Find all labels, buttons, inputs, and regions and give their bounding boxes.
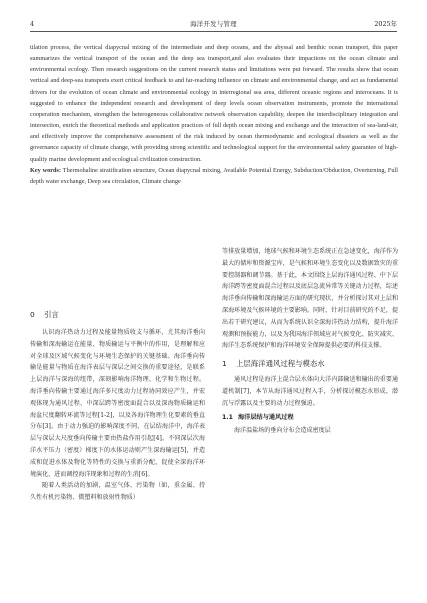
intro-paragraph: 认识海洋热动力过程及能量物质收支与循环，尤其海洋垂向传输和深海输运在能量、物质输运与平衡中的作用，是理解和应对全球及区域气候变化与环境生态保护的关键基础。海洋垂向传输是能量与物质在海洋表层与深层之间交换的重要途径，是联系上层海洋与深海的纽带，深刻影响海洋物理、化学和生物过程。海洋垂向传输主要通过海洋多尺度动力过程协同效应产生，并宏观体现为通风过程、中深层跨等密度面混合以及深海物质输运和海盆尺度翻转环流等过程[1-2]，以及各海洋物理生化要素的垂直分布[3]。由于动力强迫的影响深度不同，在层结海洋中，海洋表层与深层大尺度垂向传输主要由热盐作用引起[4]。不同深层次海洋水平压力（密度）梯度下的水体运动则产生深海输运[5]，并造成和促进水体及物化等特性的交换与重新分配，促使全深海洋环境演化，进而调控海洋现象和过程的生消[6]。: [30, 329, 205, 478]
running-header: [30, 18, 397, 32]
page-number: 4: [30, 20, 35, 28]
section-heading-introduction: [30, 307, 205, 323]
left-column: [30, 307, 205, 504]
subsection-title: 海洋层结与通风过程: [238, 413, 294, 421]
issue-year: 2025年: [374, 20, 397, 28]
right-column: [222, 246, 398, 436]
section-paragraph: 通风过程是海洋上混合层水体向大洋内部输送和输出的重要通道机制[7]，本节从海洋通风过程入手，分析探讨模态水形成、潜沉与浮露以及主要的动力过程强迫。: [222, 376, 398, 407]
english-abstract: [30, 42, 398, 187]
subsection-number: 1.1: [222, 413, 233, 421]
section-heading-upper-ocean: [222, 356, 398, 372]
keywords: [30, 165, 398, 187]
section-number: 0: [30, 310, 35, 319]
keywords-label: Key words:: [30, 166, 62, 174]
keywords-text: Thermohaline stratification structure, Ocean diapycnal mixing, Available Potential Energy, Subduction/Obduction, Overturning, Full depth water exchange, Deep sea circulation, Climate change: [30, 166, 398, 185]
intro-paragraph-continued: 等排放量增加，地球气候和环境生态系统正在急速变化，海洋作为最大的储库和资源宝库，是气候和环境生态变化以及数据致灾的重要控制器和调节器。基于此，本文围绕上层海洋通风过程、中下层海洋跨等密度面混合过程以及底层急流异常等关键动力过程，综述海洋垂向传输和深海输运方面的研究现状，并分析探讨其对上层和深海环境及气候环境的主要影响。同时，针对目前研究的不足，提出若干研究建议，从而为系统认识全深海洋热动力结构，提升海洋观测和预报能力，以及为我国海洋领域应对气候变化、防灾减灾、海洋生态系统保护和海洋环境安全保障提供必要的科技支撑。: [222, 248, 398, 350]
subsection-heading: [222, 411, 398, 425]
intro-paragraph: 随着人类活动的加剧，温室气体、污染物（如，重金属、持久性有机污染物、微塑料和放射性物质）: [30, 482, 205, 502]
section-paragraph: 海洋温盐场的垂向分布会造成密度层: [234, 426, 331, 434]
journal-title: 海洋开发与管理: [190, 20, 237, 28]
section-number: 1: [222, 359, 227, 369]
abstract-text: tilation process, the vertical diapycnal mixing of the intermediate and deep oceans, and the abyssal and benthic ocean transport, this paper summarizes the vertical transport of the ocean and the deep sea transport,and also evaluates their impactions on the ocean climate and environmental ecology. Then research suggestions on the current research status and limitations were put forward. The results show that ocean vertical and deep-sea transports exert critical feedback to and far-reaching influence on climate and environmental change, and act as fundamental drivers for the evolution of ocean climate and environmental ecology in interregional sea area, different oceanic regions and interoceans. It is suggested to enhance the independent research and development of deep levels ocean observation instruments, promote the international cooperation mechanism, strengthen the heterogeneous collaborative network observation capability, deepen the interdisciplinary integration and intersection, enrich the theoretical methods and application practices of full depth ocean mixing and exchange and the interaction of sea-land-air, and effectively improve the comprehensive assessment of the risk induced by ocean thermodynamic and ecological disasters as well as the governance capacity of climate change, with providing strong scientific and technological support for the environmental safety guarantee of high-quality marine development and ecological civilization construction.: [30, 44, 398, 163]
section-title: 引言: [44, 310, 59, 319]
section-title: 上层海洋通风过程与模态水: [236, 359, 325, 369]
